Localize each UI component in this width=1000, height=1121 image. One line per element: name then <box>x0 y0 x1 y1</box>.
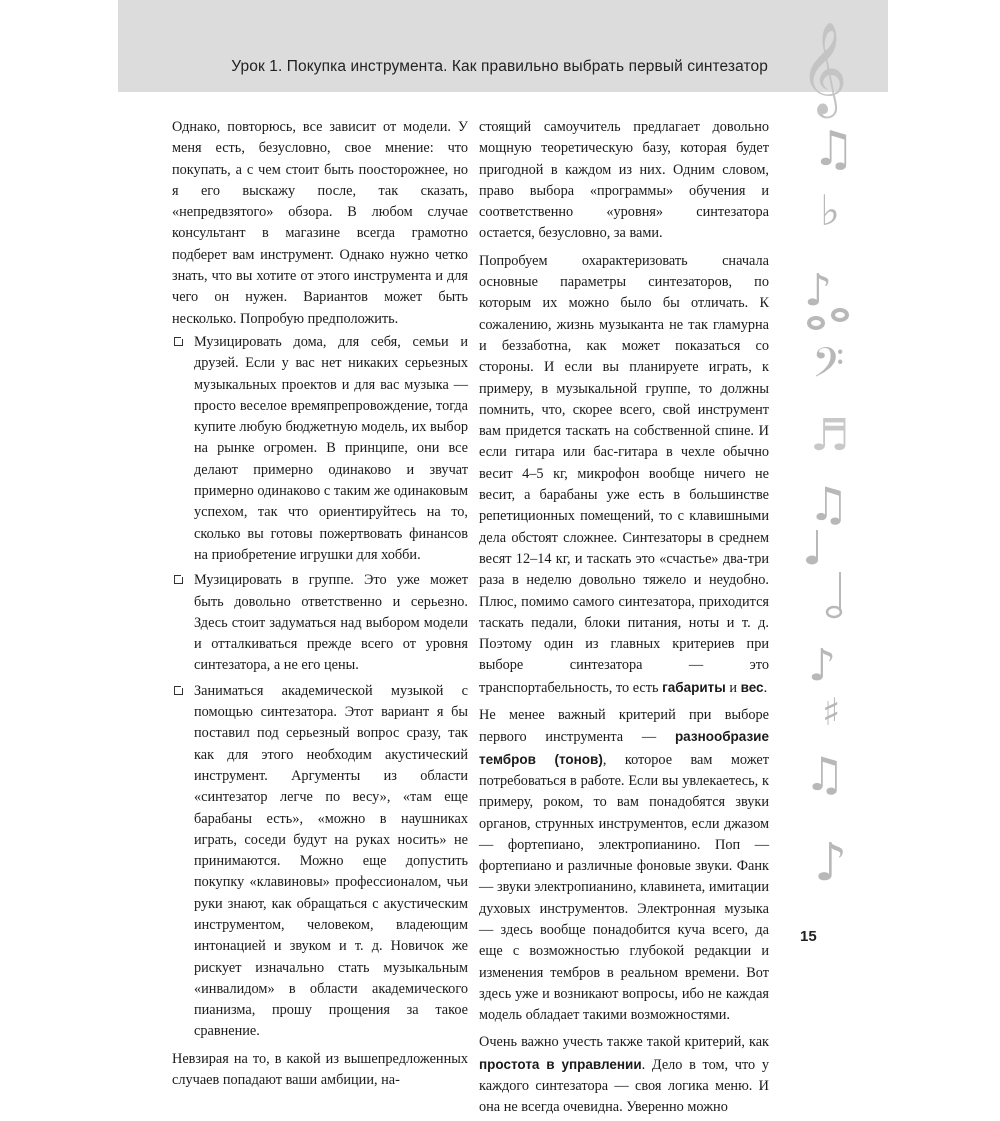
music-decoration <box>790 0 870 1000</box>
note-staff-icon: ♬ <box>810 410 850 461</box>
paragraph-text: и <box>725 679 741 696</box>
paragraph-text: . Дело в том, что у каждого синтезатора — своя логика меню. И она не всегда очевидна. Уверенно можно <box>479 1056 769 1116</box>
paragraph-text: Очень важно учесть также такой критерий, как <box>479 1034 769 1051</box>
bold-term: габариты <box>662 679 726 695</box>
paragraph: Невзирая на то, в какой из вышепредложенных случаев попадают ваши амбиции, на- <box>172 1050 468 1089</box>
note-icon: ♪ <box>804 265 833 316</box>
list-item-text: Музицировать дома, для себя, семьи и друзей. Если у вас нет никаких серьезных музыкальных проектов и для вас музыка — просто веселое времяпрепровождение, тогда купите любую бюджетную модель, их выбор на рынке огромен. В принципе, они все делают примерно одинаково и звучат примерно одинаково с таким же одинаковым успехом, так что ориентируйтесь на то, сколько вы готовы пожертвовать финансов на приобретение игрушки для хобби. <box>194 333 468 563</box>
paragraph-text: . <box>763 679 768 696</box>
double-note-icon: ♫ <box>812 121 856 177</box>
paragraph <box>479 705 769 1026</box>
beamed-notes-icon: ♫ <box>808 477 850 531</box>
paragraph <box>479 1032 769 1118</box>
running-header: Урок 1. Покупка инструмента. Как правильно выбрать первый синтезатор <box>231 58 768 75</box>
checkbox-bullet-icon <box>174 686 183 695</box>
checkbox-bullet-icon <box>174 575 183 584</box>
paragraph <box>479 251 769 699</box>
bold-term: вес <box>740 679 764 695</box>
paragraph: стоящий самоучитель предлагает довольно мощную теоретическую базу, которая будет пригодной в каждом из них. Одним словом, право выбора «программы» обучения и соответственно «уровня» синтезатора остается, безусловно, за вами. <box>479 119 769 242</box>
treble-clef-icon: 𝄞 <box>800 21 848 114</box>
checkbox-bullet-icon <box>174 337 183 346</box>
list-item <box>172 570 468 676</box>
bass-clef-icon: 𝄢 <box>812 339 845 397</box>
bold-term: разнообразие тембров (тонов) <box>479 729 769 767</box>
note-icon: ♪ <box>808 640 837 691</box>
half-note-icon <box>806 530 841 617</box>
paragraph-text: Попробуем охарактеризовать сначала основные параметры синтезаторов, по которым их можно было бы отличать. К сожалению, жизнь музыканта не так гламурна и беззаботна, как может показаться со стороны. И если вы планируете играть, к примеру, в музыкальной группе, то должны помнить, что, скорее всего, свой инструмент вам придется таскать на собственной спине. И если гитара или бас-гитара в чехле обычно весит 4–5 кг, микрофон вообще ничего не весит, а барабаны уже есть в большинстве репетиционных помещений, то с клавишными дела обстоят сложнее. Синтезаторы в среднем весят 12–14 кг, и таскать это «счастье» два-три раза в неделю довольно тяжело и неудобно. Плюс, помимо самого синтезатора, приходится таскать педали, блоки питания, ноты и т. д. Поэтому один из главных критериев при выборе синтезатора — это транспортабельность, то есть <box>479 252 769 696</box>
header-band <box>118 0 888 92</box>
beamed-notes-icon: ♫ <box>804 747 846 801</box>
list-item <box>172 332 468 566</box>
list-item-text: Заниматься академической музыкой с помощью синтезатора. Этот вариант я бы поставил под серьезный вопрос сразу, так как для этого необходим акустический инструмент. Аргументы из области «синтезатор легче по весу», «там еще барабаны есть», «можно в наушниках играть, соседи будут на руках носить» не принимаются. Можно еще допустить покупку «клавиновы» профессионалом, чьи руки знают, как обращаться с акустическим инструментом, человеком, владеющим интонацией и звуком и т. д. Новичок же рискует изначально стать музыкальным «инвалидом» в области академического пианизма, прошу прощения за такое сравнение. <box>194 682 468 1040</box>
page-number: 15 <box>800 928 817 945</box>
paragraph-text: , которое вам может потребоваться в работе. Если вы увлекаетесь, к примеру, роком, то вам понадобятся звуки органов, струнных инструментов, если джазом — фортепиано, электропианино. Поп — фортепиано и различные фоновые звуки. Фанк — звуки электропианино, клавинета, имитации духовых инструментов. Электронная музыка — здесь вообще понадобится куча всего, да еще с возможностью глубокой редакции и изменения тембров в реальном времени. Вот здесь уже и возникают вопросы, ибо не каждая модель обладает такими возможностями. <box>479 751 769 1024</box>
right-column <box>479 117 769 1121</box>
flat-sign-icon: ♭ <box>820 186 840 235</box>
list-item <box>172 681 468 1043</box>
paragraph-text: Не менее важный критерий при выборе первого инструмента — <box>479 707 769 746</box>
sharp-sign-icon: ♯ <box>822 690 841 734</box>
left-column <box>172 117 468 1093</box>
list-item-text: Музицировать в группе. Это уже может быть довольно ответственно и серьезно. Здесь стоит задуматься над выбором модели и отталкиваться прежде всего от уровня синтезатора, а не его цены. <box>194 572 468 674</box>
bold-term: простота в управлении <box>479 1056 642 1072</box>
paragraph: Однако, повторюсь, все зависит от модели. У меня есть, безусловно, свое мнение: что покупать, а с чем стоит быть поосторожнее, но я его выскажу после, так сказать, «непредвзятого» обзора. В любом случае консультант в магазине всегда грамотно подберет вам инструмент. Однако нужно четко знать, что вы хотите от этого инструмента и для чего он нужен. Вариантов может быть несколько. Попробую предположить. <box>172 119 468 327</box>
note-icon: ♪ <box>814 833 848 893</box>
